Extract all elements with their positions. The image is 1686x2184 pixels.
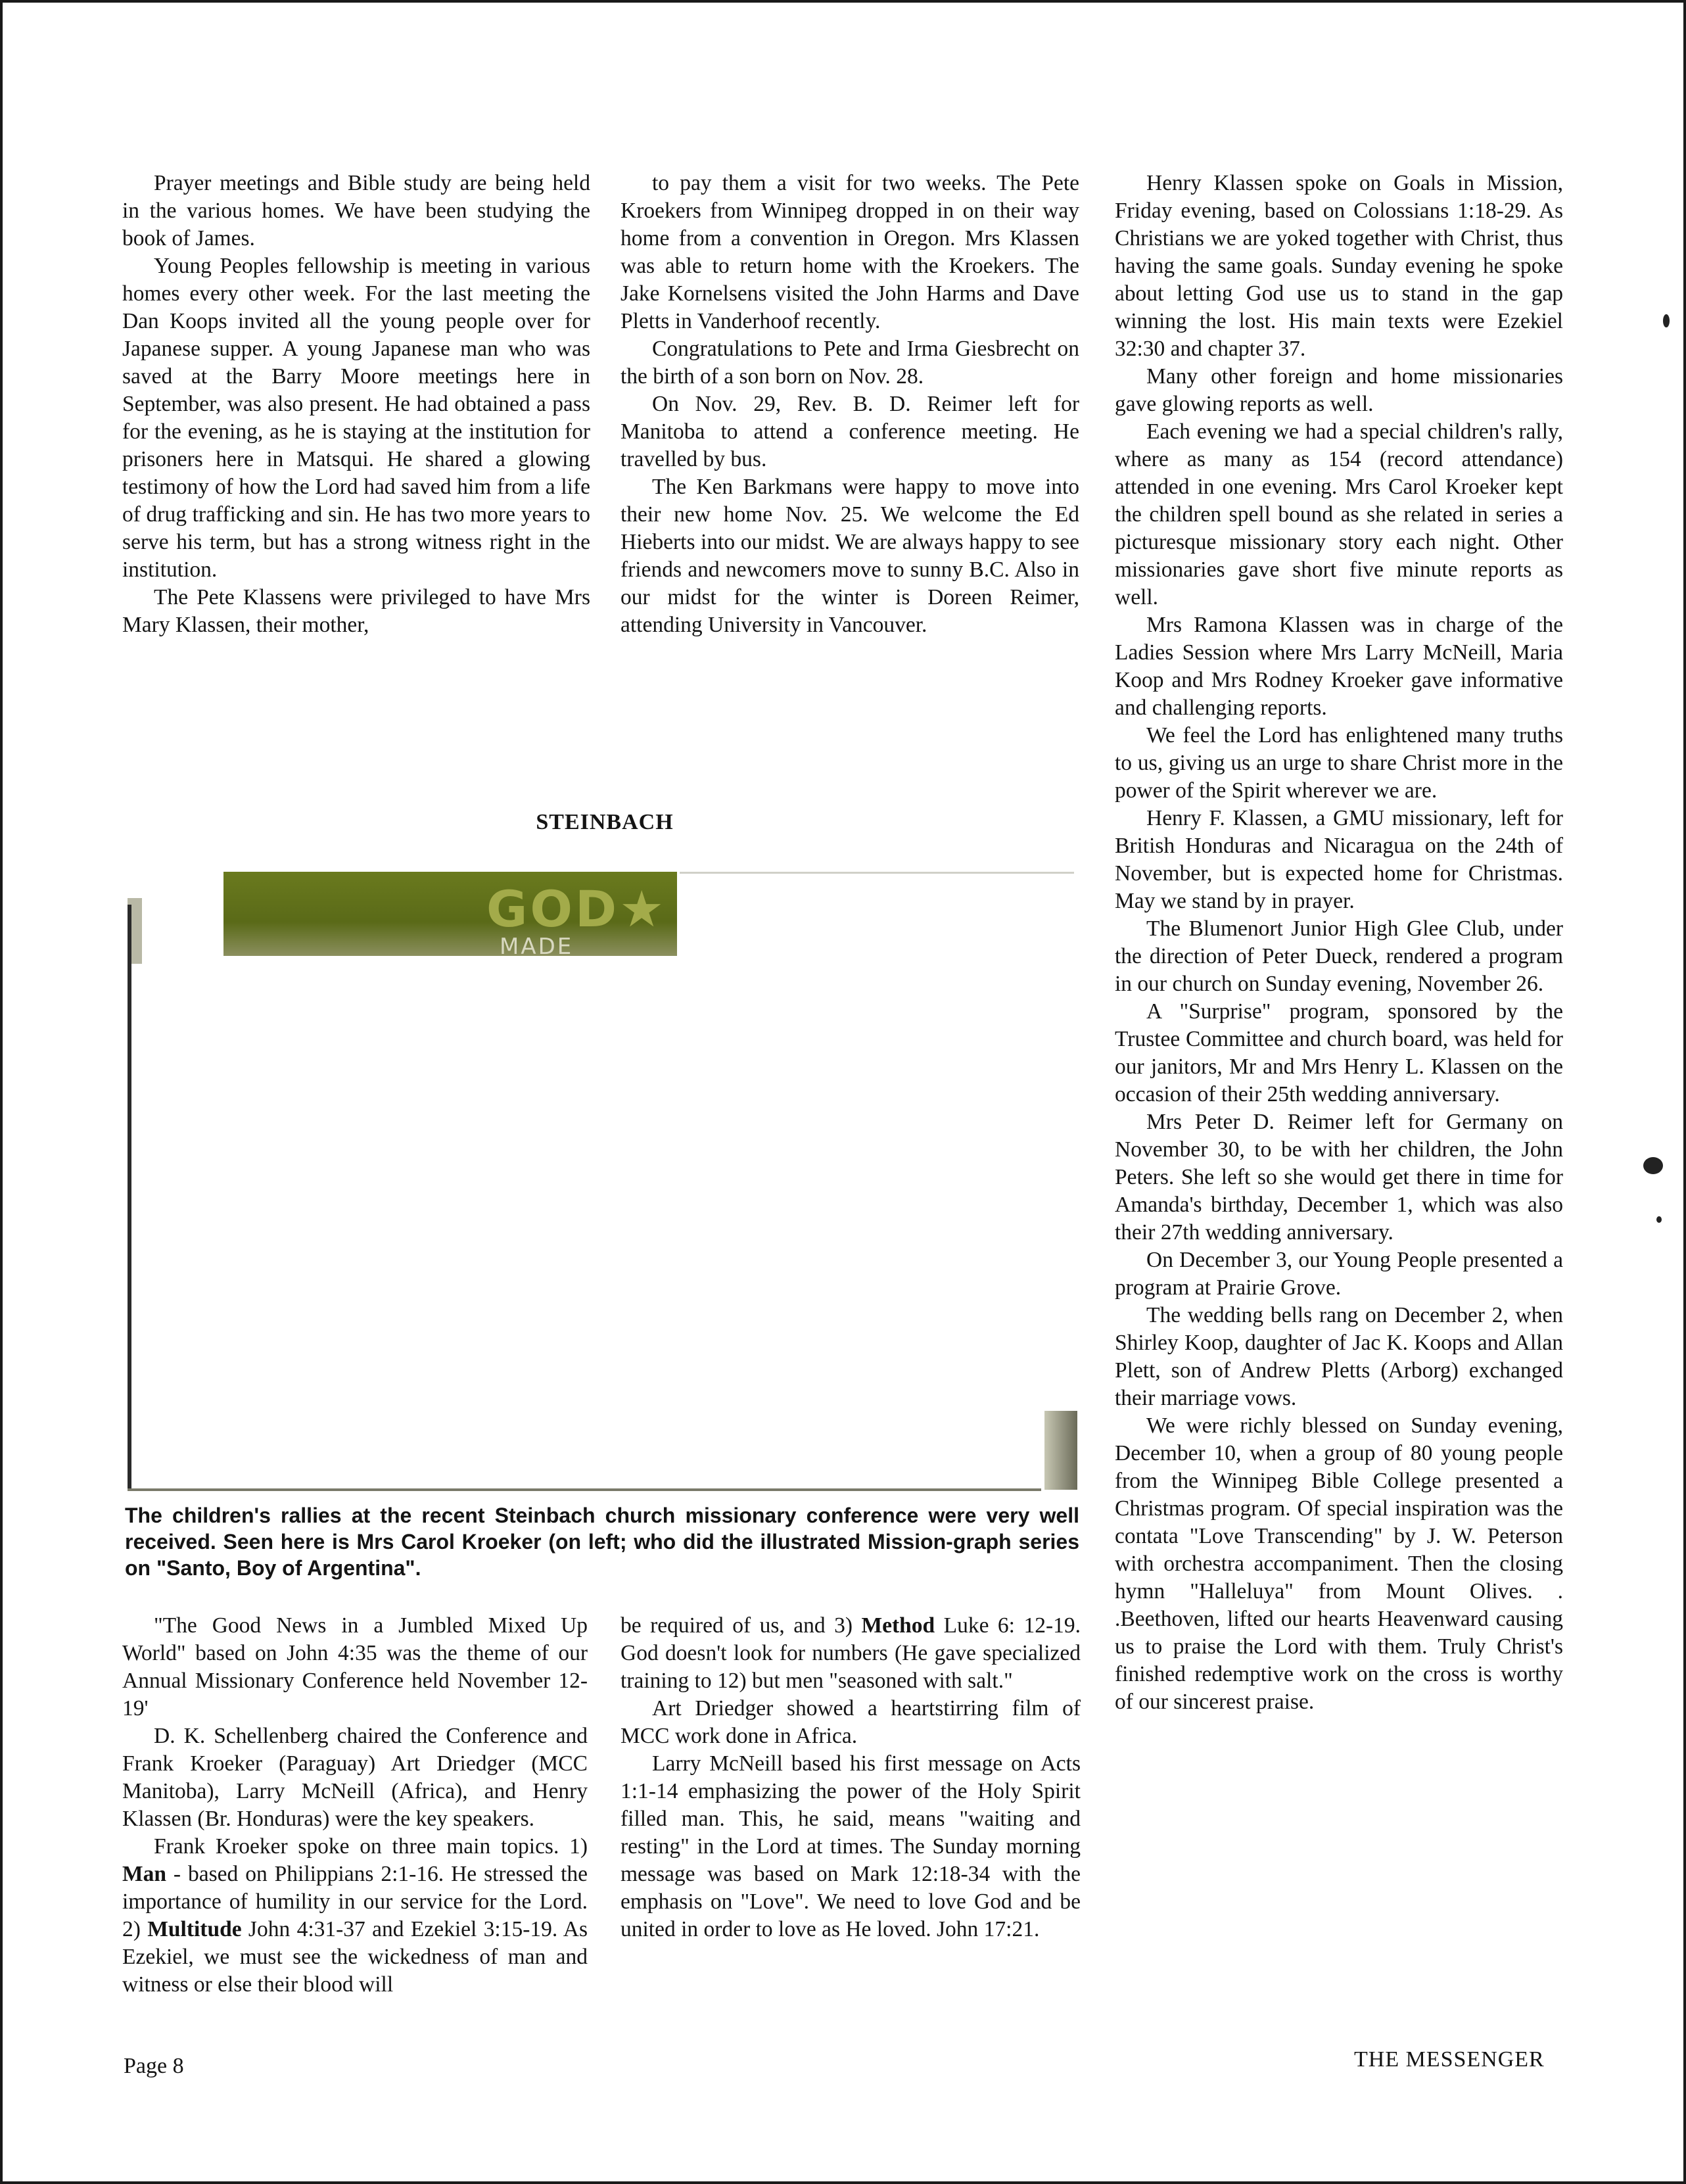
bold-term: Man — [122, 1862, 166, 1886]
paragraph: We feel the Lord has enlightened many truths to us, giving us an urge to share Christ more in the power of the Spirit wherever we are. — [1115, 723, 1563, 803]
paragraph: Mrs Ramona Klassen was in charge of the Ladies Session where Mrs Larry McNeill, Maria Koop and Mrs Rodney Kroeker gave informative and challenging reports. — [1115, 613, 1563, 720]
paragraph: Art Driedger showed a heartstirring film of MCC work done in Africa. — [621, 1696, 1081, 1748]
photo-caption: The children's rallies at the recent Steinbach church missionary conference were very well received. Seen here is Mrs Carol Kroeker (on left; who did the illustrated Mission-graph series on "Santo, Boy of Argentina". — [125, 1504, 1079, 1580]
paragraph — [122, 1833, 588, 1999]
paragraph: to pay them a visit for two weeks. The Pete Kroekers from Winnipeg dropped in on their way home from a convention in Oregon. Mrs Klassen was able to return home with the Kroekers. The Jake Kornelsens visited the John Harms and Dave Pletts in Vanderhoof recently. — [621, 171, 1079, 333]
paragraph: The Pete Klassens were privileged to have Mrs Mary Klassen, their mother, — [122, 585, 590, 637]
text-run: be required of us, and 3) — [621, 1613, 862, 1638]
text-run: Frank Kroeker spoke on three main topics. 1) — [154, 1834, 588, 1859]
paragraph — [621, 1612, 1081, 1695]
publication-name: THE MESSENGER — [1354, 2047, 1545, 2072]
print-speck — [1663, 314, 1670, 327]
paragraph: On December 3, our Young People presented a program at Prairie Grove. — [1115, 1248, 1563, 1300]
conference-photo — [128, 872, 1077, 1491]
text-run: John 4:31-37 and Ezekiel 3:15-19. As Ezekiel, we must see the wickedness of man and witness or else their blood will — [122, 1917, 588, 1997]
text-run: - based on Philippians 2:1-16. He stressed the importance of humility in our service for the Lord. 2) — [122, 1862, 588, 1941]
paragraph: Mrs Peter D. Reimer left for Germany on November 30, to be with her children, the John Peters. She left so she would get there in time for Amanda's birthday, December 1, which was also their 27th wedding anniversary. — [1115, 1110, 1563, 1245]
paragraph: D. K. Schellenberg chaired the Conference and Frank Kroeker (Paraguay) Art Driedger (MCC Manitoba), Larry McNeill (Africa), and Henry Klassen (Br. Honduras) were the key speakers. — [122, 1724, 588, 1831]
page-number: Page 8 — [124, 2054, 184, 2078]
paragraph: Congratulations to Pete and Irma Giesbrecht on the birth of a son born on Nov. 28. — [621, 337, 1079, 389]
paragraph: Henry Klassen spoke on Goals in Mission, Friday evening, based on Colossians 1:18-29. As Christians we are yoked together with Christ, thus having the same goals. Sunday evening he spoke about letting God use us to stand in the gap winning the lost. His main texts were Ezekiel 32:30 and chapter 37. — [1115, 171, 1563, 361]
paragraph: Young Peoples fellowship is meeting in various homes every other week. For the last meeting the Dan Koops invited all the young people over for Japanese supper. A young Japanese man who was saved at the Barry Moore meetings here in September, was also present. He had obtained a pass for the evening, as he is staying at the institution for prisoners here in Matsqui. He shared a glowing testimony of how the Lord had saved him from a life of drug trafficking and sin. He has two more years to serve his term, but has a strong witness right in the institution. — [122, 254, 590, 582]
paragraph: Each evening we had a special children's rally, where as many as 154 (record attendance) attended in one evening. Mrs Carol Kroeker kept the children spell bound as she related in series a picturesque missionary story each night. Other missionaries gave short five minute reports as well. — [1115, 419, 1563, 609]
paragraph: On Nov. 29, Rev. B. D. Reimer left for Manitoba to attend a conference meeting. He travelled by bus. — [621, 392, 1079, 471]
paragraph: A "Surprise" program, sponsored by the Trustee Committee and church board, was held for our janitors, Mr and Mrs Henry L. Klassen on the occasion of their 25th wedding anniversary. — [1115, 999, 1563, 1106]
paragraph: Many other foreign and home missionaries gave glowing reports as well. — [1115, 364, 1563, 416]
photo-top-edge — [680, 872, 1074, 874]
photo-left-edge — [128, 905, 131, 1490]
print-speck — [1656, 1216, 1662, 1223]
bold-term: Multitude — [147, 1917, 242, 1941]
banner-subtext: MADE — [500, 934, 574, 960]
photo-right-edge — [1044, 1411, 1077, 1490]
article-column-1 — [122, 170, 590, 639]
section-heading: STEINBACH — [536, 810, 674, 834]
photo-banner — [223, 872, 677, 960]
paragraph: Henry F. Klassen, a GMU missionary, left for British Honduras and Nicaragua on the 24th of November, but is expected home for Christmas. May we stand by in prayer. — [1115, 806, 1563, 913]
paragraph: The Blumenort Junior High Glee Club, under the direction of Peter Dueck, rendered a program in our church on Sunday evening, November 26. — [1115, 916, 1563, 996]
print-speck — [1643, 1157, 1663, 1174]
paragraph: Larry McNeill based his first message on Acts 1:1-14 emphasizing the power of the Holy Spirit filled man. This, he said, means "waiting and resting" in the Lord at times. The Sunday morning message was based on Mark 12:18-34 with the emphasis on "Love". We need to love God and be united in order to love as He loved. John 17:21. — [621, 1751, 1081, 1941]
text-run: Luke 6: 12-19. God doesn't look for numbers (He gave specialized training to 12) but men "seasoned with salt." — [621, 1613, 1081, 1693]
article-column-2 — [621, 170, 1079, 639]
photo-bottom-edge — [128, 1488, 1041, 1491]
paragraph: "The Good News in a Jumbled Mixed Up World" based on John 4:35 was the theme of our Annual Missionary Conference held November 12-19' — [122, 1613, 588, 1721]
article-column-3 — [1115, 170, 1563, 1716]
bold-term: Method — [861, 1613, 935, 1638]
paragraph: The Ken Barkmans were happy to move into their new home Nov. 25. We welcome the Ed Hieberts into our midst. We are always happy to see friends and newcomers move to sunny B.C. Also in our midst for the winter is Doreen Reimer, attending University in Vancouver. — [621, 475, 1079, 637]
article-column-4 — [122, 1612, 588, 1999]
paragraph: We were richly blessed on Sunday evening, December 10, when a group of 80 young people from the Winnipeg Bible College presented a Christmas program. Of special inspiration was the contata "Love Transcending" by J. W. Peterson with orchestra accompaniment. Then the closing hymn "Halleluya" from Mount Olives. . .Beethoven, lifted our hearts Heavenward causing us to praise the Lord with them. Truly Christ's finished redemptive work on the cross is worthy of our sincerest praise. — [1115, 1413, 1563, 1714]
banner-text: GOD★ — [486, 880, 667, 938]
paragraph: Prayer meetings and Bible study are being held in the various homes. We have been studying the book of James. — [122, 171, 590, 250]
paragraph: The wedding bells rang on December 2, when Shirley Koop, daughter of Jac K. Koops and Allan Plett, son of Andrew Pletts (Arborg) exchanged their marriage vows. — [1115, 1303, 1563, 1410]
article-column-5 — [621, 1612, 1081, 1943]
